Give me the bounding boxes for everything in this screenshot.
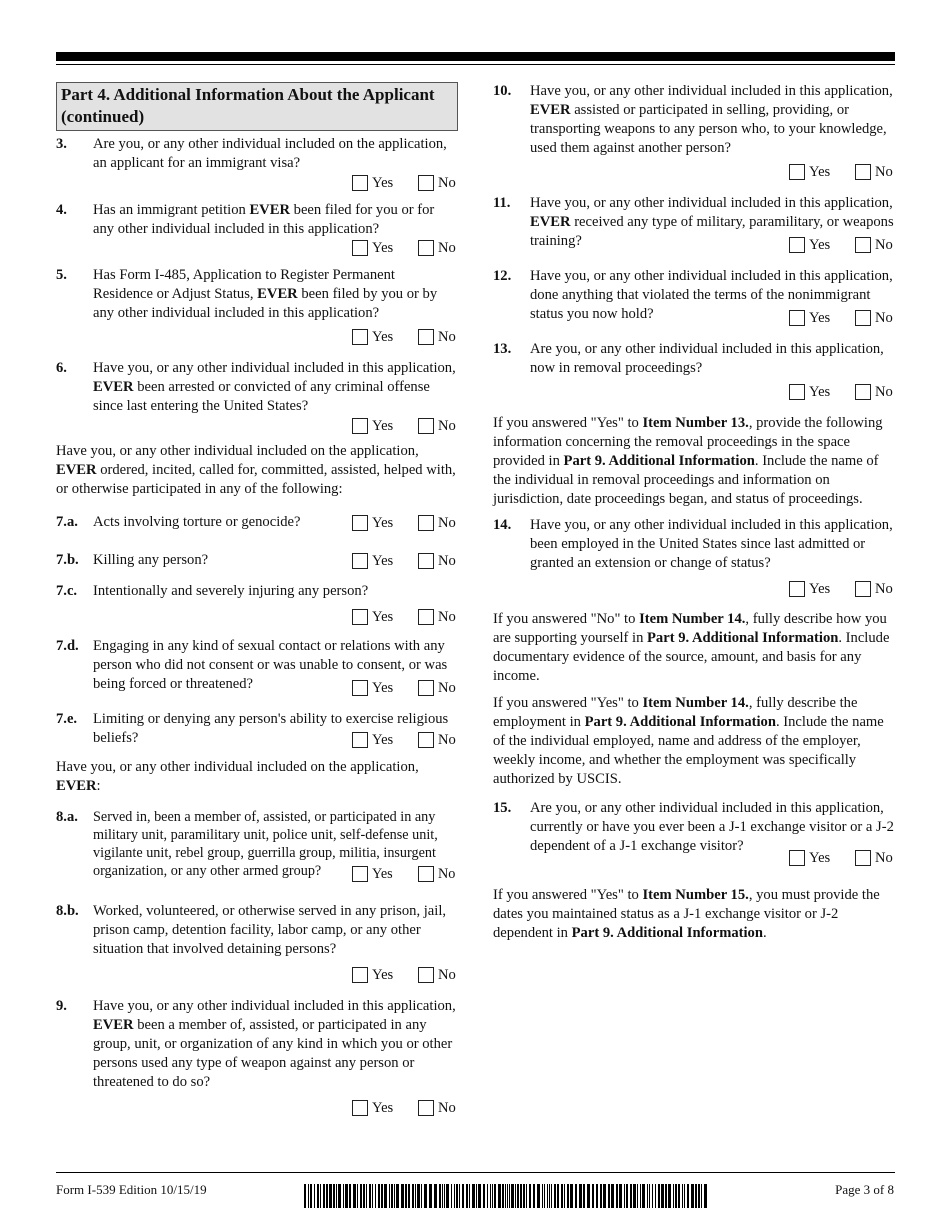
barcode-bar (551, 1184, 552, 1208)
item-number: 7.e. (56, 711, 78, 727)
item-number: 11. (493, 195, 511, 211)
barcode-bar (507, 1184, 508, 1208)
question-text: Worked, volunteered, or otherwise served in any prison, jail, prison camp, detention facility, labor camp, or any other situation that involved detaining persons? (93, 903, 447, 957)
barcode-bar (451, 1184, 452, 1208)
no-label: No (875, 236, 893, 253)
yes-no-group (530, 579, 895, 599)
barcode-bar (561, 1184, 563, 1208)
yes-no-group (530, 162, 895, 182)
barcode-bar (517, 1184, 519, 1208)
yes-no-group (530, 382, 895, 402)
barcode-bar (704, 1184, 707, 1208)
barcode-bar (381, 1184, 383, 1208)
item-number: 15. (493, 800, 512, 816)
right-column (493, 82, 895, 943)
question-6 (56, 359, 458, 436)
barcode-bar (701, 1184, 702, 1208)
barcode-bar (668, 1184, 671, 1208)
yes-checkbox[interactable] (789, 850, 805, 866)
barcode-bar (673, 1184, 674, 1208)
question-text: Limiting or denying any person's ability to exercise religious beliefs? Yes No (93, 710, 458, 748)
yes-no-group (93, 416, 458, 436)
yes-label: Yes (372, 966, 394, 983)
barcode-bar (624, 1184, 625, 1208)
barcode-bar (655, 1184, 656, 1208)
yes-no-group (352, 864, 458, 884)
item-number: 4. (56, 202, 67, 218)
no-checkbox[interactable] (418, 515, 434, 531)
question-text: Engaging in any kind of sexual contact or relations with any person who did not consent or was unable to consent, or was being forced or threatened? Yes No (93, 637, 458, 694)
yes-checkbox[interactable] (789, 164, 805, 180)
barcode-bar (429, 1184, 432, 1208)
yes-no-group (93, 607, 458, 627)
no-label: No (438, 552, 456, 569)
yes-checkbox[interactable] (352, 680, 368, 696)
yes-checkbox[interactable] (352, 732, 368, 748)
barcode-bar (695, 1184, 697, 1208)
question-text: Acts involving torture or genocide? (93, 514, 301, 530)
no-checkbox[interactable] (418, 240, 434, 256)
barcode-bar (333, 1184, 335, 1208)
barcode-bar (505, 1184, 506, 1208)
barcode-bar (533, 1184, 535, 1208)
barcode-bar (314, 1184, 315, 1208)
barcode-bar (498, 1184, 501, 1208)
barcode-bar (526, 1184, 527, 1208)
barcode-bar (549, 1184, 550, 1208)
top-rule-thick (56, 52, 895, 61)
barcode-bar (405, 1184, 407, 1208)
yes-no-group (93, 327, 458, 347)
no-checkbox[interactable] (855, 237, 871, 253)
yes-no-group (352, 730, 458, 750)
barcode-bar (583, 1184, 585, 1208)
question-text: Are you, or any other individual included in this application, now in removal proceedings? (530, 341, 884, 376)
barcode-bar (542, 1184, 543, 1208)
barcode-bar (320, 1184, 321, 1208)
question-12 (493, 267, 895, 324)
no-checkbox[interactable] (855, 384, 871, 400)
barcode-bar (661, 1184, 664, 1208)
no-label: No (438, 866, 456, 882)
question-text: Killing any person? (93, 552, 209, 568)
item-number: 3. (56, 136, 67, 152)
barcode-bar (439, 1184, 441, 1208)
question-11 (493, 194, 895, 251)
no-checkbox[interactable] (418, 609, 434, 625)
no-label: No (875, 849, 893, 866)
barcode-bar (509, 1184, 510, 1208)
question-7e (56, 710, 458, 748)
yes-checkbox[interactable] (352, 1100, 368, 1116)
barcode-bar (652, 1184, 653, 1208)
barcode-bar (529, 1184, 531, 1208)
question-9 (56, 997, 458, 1118)
no-checkbox[interactable] (418, 329, 434, 345)
part-header: Part 4. Additional Information About the Applicant (continued) (56, 82, 458, 131)
item-number: 12. (493, 268, 512, 284)
yes-no-group (352, 678, 458, 698)
yes-label: Yes (372, 608, 394, 625)
yes-checkbox[interactable] (352, 609, 368, 625)
barcode-bar (626, 1184, 628, 1208)
yes-no-group (352, 513, 458, 533)
left-column (56, 82, 458, 1118)
question-text: Have you, or any other individual included in this application, EVER assisted or participated in selling, providing, or transporting weapons to any person who, to your knowledge, used them against another person? (530, 83, 893, 156)
no-label: No (875, 580, 893, 597)
barcode-bar (567, 1184, 569, 1208)
no-checkbox[interactable] (418, 866, 434, 882)
barcode-bar (396, 1184, 399, 1208)
yes-checkbox[interactable] (789, 581, 805, 597)
barcode-bar (363, 1184, 365, 1208)
barcode-bar (434, 1184, 437, 1208)
yes-no-group (93, 965, 458, 985)
yes-checkbox[interactable] (352, 418, 368, 434)
barcode-bar (345, 1184, 348, 1208)
yes-checkbox[interactable] (352, 967, 368, 983)
question-8a (56, 808, 458, 880)
yes-no-group (789, 235, 895, 255)
item-number: 8.b. (56, 903, 79, 919)
question-text: Have you, or any other individual included in this application, done anything that violated the terms of the nonimmigrant status you now hold? Yes No (530, 267, 895, 324)
barcode-bar (424, 1184, 427, 1208)
barcode-bar (360, 1184, 362, 1208)
barcode-bar (357, 1184, 358, 1208)
barcode-bar (308, 1184, 309, 1208)
no-checkbox[interactable] (418, 732, 434, 748)
barcode-bar (349, 1184, 351, 1208)
yes-label: Yes (372, 328, 394, 345)
footer-rule (56, 1172, 895, 1173)
no-label: No (438, 328, 456, 345)
yes-label: Yes (809, 309, 831, 326)
yes-checkbox[interactable] (789, 384, 805, 400)
question-14 (493, 516, 895, 599)
question-5 (56, 266, 458, 347)
barcode-bar (675, 1184, 677, 1208)
barcode-bar (401, 1184, 404, 1208)
yes-label: Yes (372, 417, 394, 434)
barcode-bar (459, 1184, 460, 1208)
barcode-bar (596, 1184, 598, 1208)
barcode-bar (462, 1184, 464, 1208)
barcode-bar (366, 1184, 367, 1208)
barcode-bar (564, 1184, 565, 1208)
barcode-bar (691, 1184, 694, 1208)
barcode-bar (304, 1184, 306, 1208)
barcode-bar (378, 1184, 380, 1208)
barcode-bar (616, 1184, 618, 1208)
barcode-bar (483, 1184, 485, 1208)
barcode-bar (570, 1184, 573, 1208)
barcode-bar (547, 1184, 548, 1208)
barcode-bar (394, 1184, 395, 1208)
item-number: 7.b. (56, 552, 79, 568)
intro-7: Have you, or any other individual included on the application, EVER ordered, incited, called for, committed, assisted, helped with, or otherwise participated in any of the following: (56, 443, 456, 497)
yes-no-group (93, 238, 458, 258)
barcode-bar (492, 1184, 493, 1208)
barcode-bar (687, 1184, 689, 1208)
yes-no-group (93, 173, 458, 193)
no-label: No (438, 731, 456, 748)
yes-label: Yes (372, 174, 394, 191)
barcode-bar (603, 1184, 606, 1208)
barcode-bar (415, 1184, 416, 1208)
no-checkbox[interactable] (418, 418, 434, 434)
no-label: No (875, 383, 893, 400)
yes-no-group (93, 1098, 458, 1118)
yes-checkbox[interactable] (352, 240, 368, 256)
no-checkbox[interactable] (418, 1100, 434, 1116)
barcode-bar (408, 1184, 410, 1208)
no-checkbox[interactable] (855, 164, 871, 180)
barcode-bar (600, 1184, 602, 1208)
yes-label: Yes (809, 236, 831, 253)
barcode-bar (442, 1184, 443, 1208)
barcode (304, 1184, 712, 1208)
question-7a (56, 513, 458, 533)
form-edition: Form I-539 Edition 10/15/19 (56, 1182, 207, 1197)
barcode-bar (544, 1184, 545, 1208)
yes-checkbox[interactable] (352, 553, 368, 569)
barcode-bar (338, 1184, 341, 1208)
yes-checkbox[interactable] (352, 866, 368, 882)
barcode-bar (317, 1184, 319, 1208)
yes-label: Yes (372, 679, 394, 696)
instructions-14-yes: If you answered "Yes" to Item Number 14., fully describe the employment in Part 9. Additional Information. Include the name of the individual employed, name and address of the employer, weekly income, and whether the employment was specifically authorized by USCIS. (493, 695, 884, 787)
barcode-bar (665, 1184, 667, 1208)
no-label: No (438, 514, 456, 531)
item-number: 5. (56, 267, 67, 283)
question-text: Are you, or any other individual included on the application, an applicant for an immigrant visa? (93, 136, 447, 171)
instructions-14-no: If you answered "No" to Item Number 14., fully describe how you are supporting yourself in Part 9. Additional Information. Include documentary evidence of the source, amount, and basis for any income. (493, 611, 890, 684)
question-text: Served in, been a member of, assisted, or participated in any military unit, paramilitary unit, police unit, self-defense unit, vigilante unit, rebel group, guerrilla group, militia, insurgent organization, or any other armed group? Yes No (93, 808, 458, 880)
item-number: 13. (493, 341, 512, 357)
yes-checkbox[interactable] (352, 175, 368, 191)
barcode-bar (369, 1184, 371, 1208)
barcode-bar (658, 1184, 660, 1208)
no-label: No (438, 608, 456, 625)
barcode-bar (391, 1184, 393, 1208)
barcode-bar (619, 1184, 622, 1208)
question-text: Has Form I-485, Application to Register Permanent Residence or Adjust Status, EVER been filed by you or by any other individual included in this application? (93, 267, 438, 321)
barcode-bar (476, 1184, 477, 1208)
barcode-bar (446, 1184, 449, 1208)
barcode-bar (421, 1184, 422, 1208)
intro-8: Have you, or any other individual included on the application, EVER: (56, 759, 419, 794)
barcode-bar (343, 1184, 344, 1208)
barcode-bar (323, 1184, 325, 1208)
item-number: 6. (56, 360, 67, 376)
barcode-bar (469, 1184, 470, 1208)
question-3 (56, 135, 458, 193)
yes-label: Yes (372, 866, 393, 882)
top-rule-thin (56, 64, 895, 65)
yes-label: Yes (372, 1099, 394, 1116)
question-13 (493, 340, 895, 402)
barcode-bar (611, 1184, 614, 1208)
barcode-bar (444, 1184, 445, 1208)
barcode-bar (678, 1184, 680, 1208)
question-text: Has an immigrant petition EVER been filed for you or for any other individual included in this application? (93, 202, 435, 237)
barcode-bar (310, 1184, 312, 1208)
barcode-bar (384, 1184, 387, 1208)
yes-label: Yes (809, 849, 831, 866)
barcode-bar (554, 1184, 556, 1208)
no-checkbox[interactable] (855, 310, 871, 326)
no-label: No (438, 174, 456, 191)
yes-no-group (789, 848, 895, 868)
yes-no-group (352, 551, 458, 571)
barcode-bar (412, 1184, 414, 1208)
barcode-bar (608, 1184, 610, 1208)
barcode-bar (478, 1184, 481, 1208)
barcode-bar (494, 1184, 496, 1208)
barcode-bar (454, 1184, 455, 1208)
question-7d (56, 637, 458, 694)
instructions-13: If you answered "Yes" to Item Number 13., provide the following information concerning the removal proceedings in the space provided in Part 9. Additional Information. Include the name of the individual in removal proceedings and information on jurisdiction, date proceedings began, and status of proceedings. (493, 415, 883, 507)
barcode-bar (372, 1184, 373, 1208)
barcode-bar (684, 1184, 685, 1208)
question-4 (56, 201, 458, 258)
page-number: Page 3 of 8 (835, 1182, 894, 1197)
question-7c (56, 582, 458, 627)
barcode-bar (633, 1184, 636, 1208)
no-label: No (438, 1099, 456, 1116)
no-checkbox[interactable] (855, 581, 871, 597)
no-checkbox[interactable] (418, 175, 434, 191)
yes-checkbox[interactable] (352, 329, 368, 345)
question-15 (493, 799, 895, 866)
no-label: No (438, 679, 456, 696)
barcode-bar (515, 1184, 516, 1208)
yes-label: Yes (372, 552, 394, 569)
item-number: 9. (56, 998, 67, 1014)
yes-checkbox[interactable] (789, 237, 805, 253)
item-number: 7.a. (56, 514, 78, 530)
barcode-bar (502, 1184, 504, 1208)
yes-no-group (789, 308, 895, 328)
barcode-bar (336, 1184, 337, 1208)
item-number: 7.c. (56, 583, 78, 599)
barcode-bar (630, 1184, 632, 1208)
barcode-bar (649, 1184, 650, 1208)
no-checkbox[interactable] (418, 967, 434, 983)
barcode-bar (456, 1184, 458, 1208)
barcode-bar (698, 1184, 700, 1208)
no-label: No (438, 966, 456, 983)
question-text: Have you, or any other individual included in this application, EVER been arrested or convicted of any criminal offense since last entering the United States? (93, 360, 456, 414)
barcode-bar (520, 1184, 522, 1208)
barcode-bar (523, 1184, 525, 1208)
barcode-bar (557, 1184, 559, 1208)
question-7b (56, 551, 458, 571)
yes-checkbox[interactable] (789, 310, 805, 326)
no-checkbox[interactable] (418, 553, 434, 569)
yes-label: Yes (809, 383, 831, 400)
barcode-bar (575, 1184, 577, 1208)
yes-label: Yes (809, 163, 831, 180)
no-checkbox[interactable] (855, 850, 871, 866)
barcode-bar (587, 1184, 590, 1208)
no-checkbox[interactable] (418, 680, 434, 696)
barcode-bar (466, 1184, 468, 1208)
no-label: No (438, 417, 456, 434)
question-text: Intentionally and severely injuring any person? (93, 583, 369, 599)
question-text: Have you, or any other individual included in this application, EVER received any type of military, paramilitary, or weapons training? Yes No (530, 194, 895, 251)
barcode-bar (579, 1184, 582, 1208)
item-number: 14. (493, 517, 512, 533)
barcode-bar (637, 1184, 638, 1208)
barcode-bar (490, 1184, 491, 1208)
item-number: 8.a. (56, 809, 78, 825)
question-8b (56, 902, 458, 985)
barcode-bar (472, 1184, 475, 1208)
barcode-bar (647, 1184, 648, 1208)
barcode-bar (487, 1184, 488, 1208)
barcode-bar (353, 1184, 356, 1208)
no-label: No (875, 163, 893, 180)
instructions-15: If you answered "Yes" to Item Number 15., you must provide the dates you maintained status as a J-1 exchange visitor or J-2 dependent in Part 9. Additional Information. (493, 887, 880, 941)
barcode-bar (389, 1184, 390, 1208)
question-10 (493, 82, 895, 182)
barcode-bar (511, 1184, 514, 1208)
barcode-bar (682, 1184, 683, 1208)
yes-label: Yes (372, 731, 394, 748)
barcode-bar (417, 1184, 420, 1208)
barcode-bar (537, 1184, 540, 1208)
barcode-bar (329, 1184, 332, 1208)
yes-checkbox[interactable] (352, 515, 368, 531)
no-label: No (875, 309, 893, 326)
barcode-bar (642, 1184, 645, 1208)
question-text: Have you, or any other individual included in this application, been employed in the United States since last admitted or granted an extension or change of status? (530, 517, 893, 571)
yes-label: Yes (809, 580, 831, 597)
barcode-bar (592, 1184, 594, 1208)
question-text: Are you, or any other individual included in this application, currently or have you ever been a J-1 exchange visitor or a J-2 dependent of a J-1 exchange visitor? Yes No (530, 799, 895, 856)
yes-label: Yes (372, 239, 394, 256)
barcode-bar (375, 1184, 376, 1208)
barcode-bar (326, 1184, 328, 1208)
item-number: 7.d. (56, 638, 79, 654)
yes-label: Yes (372, 514, 394, 531)
item-number: 10. (493, 83, 512, 99)
barcode-bar (640, 1184, 641, 1208)
no-label: No (438, 239, 456, 256)
question-text: Have you, or any other individual included in this application, EVER been a member of, assisted, or participated in any group, unit, or organization of any kind in which you or other persons used any type of weapon against any person or threatened to do so? (93, 998, 456, 1090)
